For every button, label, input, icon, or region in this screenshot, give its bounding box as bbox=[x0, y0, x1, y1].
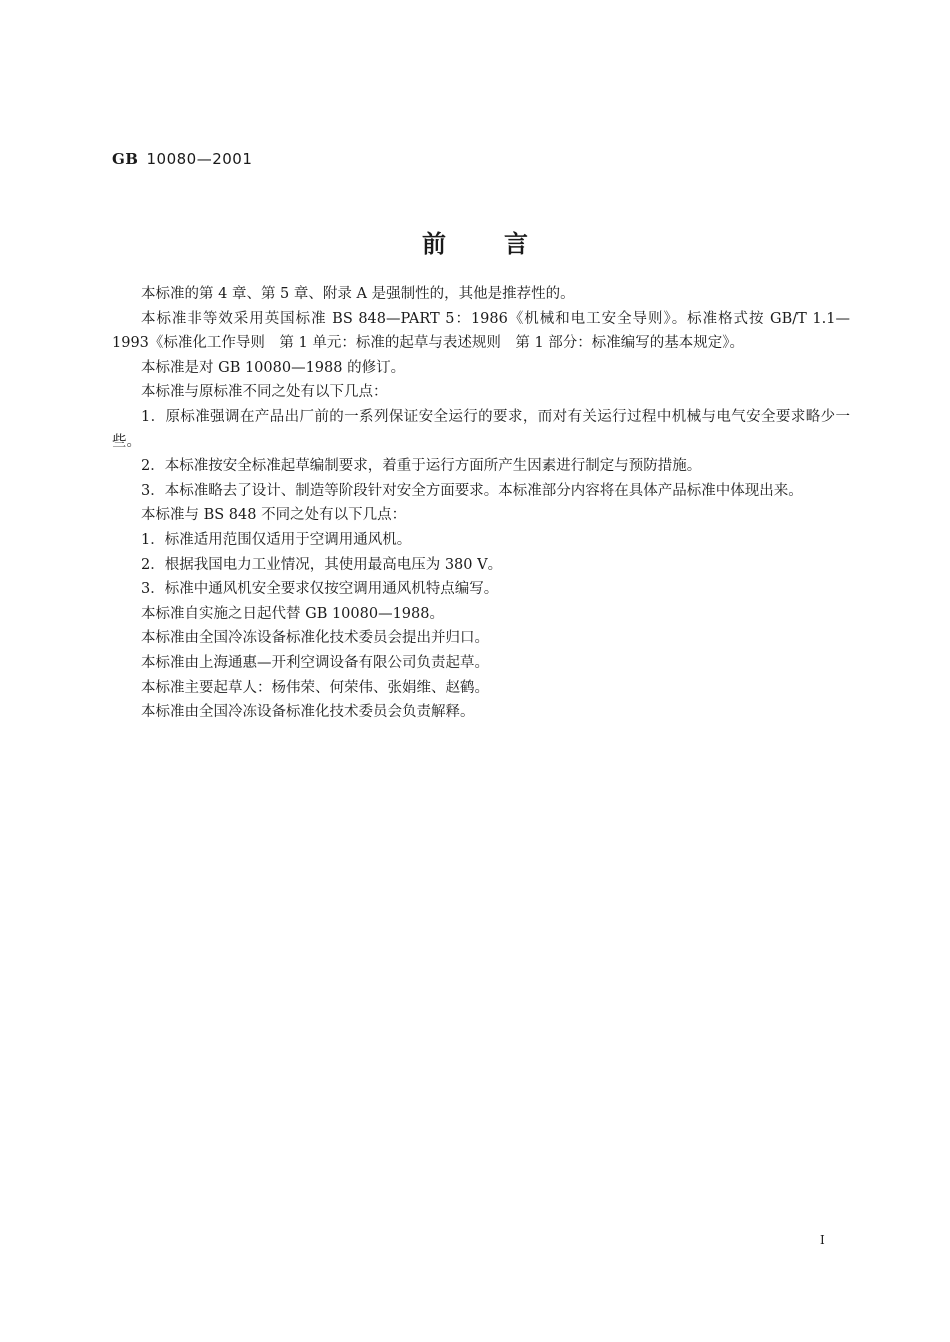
document-body bbox=[112, 282, 850, 725]
paragraph: 本标准由全国冷冻设备标准化技术委员会负责解释。 bbox=[141, 704, 475, 721]
page-title: 前言 bbox=[422, 229, 586, 258]
paragraph: 本标准与 BS 848 不同之处有以下几点： bbox=[141, 507, 407, 524]
paragraph: 本标准是对 GB 10080—1988 的修订。 bbox=[141, 359, 406, 376]
paragraph: 本标准的第 4 章、第 5 章、附录 A 是强制性的，其他是推荐性的。 bbox=[141, 286, 575, 302]
paragraph: 本标准非等效采用英国标准 BS 848—PART 5：1986《机械和电工安全导则》。标准格式按 GB/T 1.1—1993《标准化工作导则 第 1 单元：标准的起草与表述规则 第 1 部分：标准编写的基本规定》。 bbox=[112, 310, 850, 352]
paragraph: 本标准自实施之日起代替 GB 10080—1988。 bbox=[141, 605, 444, 622]
paragraph: 本标准与原标准不同之处有以下几点： bbox=[141, 384, 388, 401]
paragraph: 本标准主要起草人：杨伟荣、何荣伟、张娟维、赵鹤。 bbox=[141, 679, 489, 696]
paragraph: 本标准由全国冷冻设备标准化技术委员会提出并归口。 bbox=[141, 630, 489, 647]
paragraph: 1．原标准强调在产品出厂前的一系列保证安全运行的要求，而对有关运行过程中机械与电气安全要求略少一些。 bbox=[112, 408, 850, 450]
paragraph: 1．标准适用范围仅适用于空调用通风机。 bbox=[141, 531, 412, 548]
paragraph: 3．本标准略去了设计、制造等阶段针对安全方面要求。本标准部分内容将在具体产品标准中体现出来。 bbox=[141, 482, 803, 499]
document-header bbox=[112, 150, 252, 168]
standard-prefix: GB bbox=[112, 150, 139, 168]
paragraph: 3．标准中通风机安全要求仅按空调用通风机特点编写。 bbox=[141, 581, 499, 598]
standard-number: 10080—2001 bbox=[146, 150, 253, 168]
paragraph: 本标准由上海通惠—开利空调设备有限公司负责起草。 bbox=[141, 654, 489, 671]
page-number: I bbox=[820, 1233, 825, 1247]
paragraph: 2．根据我国电力工业情况，其使用最高电压为 380 V。 bbox=[141, 556, 503, 573]
paragraph: 2．本标准按安全标准起草编制要求，着重于运行方面所产生因素进行制定与预防措施。 bbox=[141, 458, 702, 475]
